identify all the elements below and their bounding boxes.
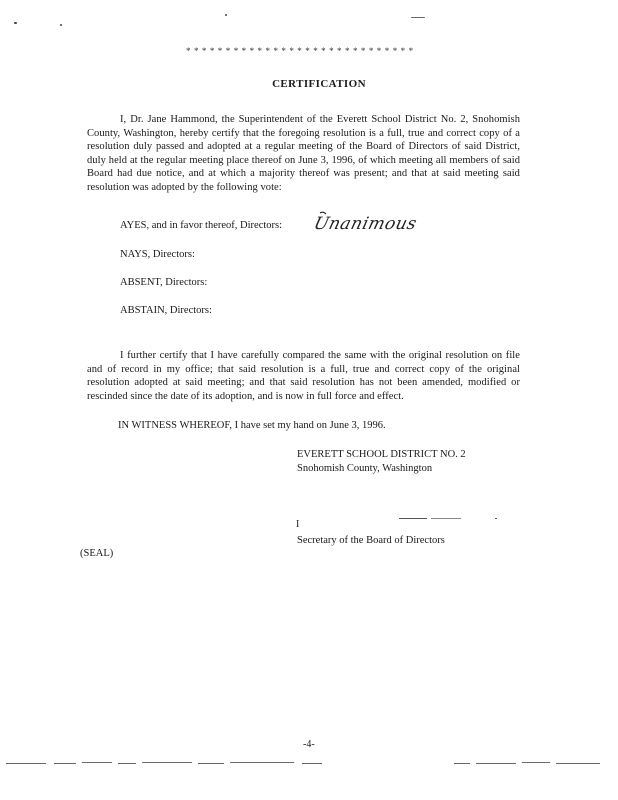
district-county: Snohomish County, Washington [297, 462, 433, 474]
scan-speck [495, 518, 497, 519]
page-number: -4- [303, 739, 315, 750]
scan-speck [14, 22, 17, 24]
scan-noise-band [6, 760, 602, 766]
vote-nays-label: NAYS, Directors: [120, 249, 195, 260]
scan-speck [60, 24, 62, 26]
svg-text:Unanimous: Unanimous [311, 214, 419, 234]
signature-line-mark [431, 518, 461, 519]
secretary-title: Secretary of the Board of Directors [297, 535, 445, 546]
handwritten-unanimous [311, 209, 419, 244]
certification-paragraph: I, Dr. Jane Hammond, the Superintendent of the Everett School District No. 2, Snohomish County, Washington, hereby certify that the foregoing resolution is a full, true and correct copy of a resolution duly passed and adopted at a regular meeting of the Board of Directors of said District, duly held at the regular meeting place thereof on June 3, 1996, of which meeting all members of said Board had due notice, and at which a majority thereof was present; and that at said meeting said resolution was adopted by the following vote: [87, 114, 520, 193]
vote-abstain-label: ABSTAIN, Directors: [120, 305, 212, 316]
signature-line-mark [399, 518, 427, 519]
star-divider: * * * * * * * * * * * * * * * * * * * * * * * * * * * * * [186, 46, 414, 56]
vote-absent-label: ABSENT, Directors: [120, 277, 208, 288]
scan-speck [411, 17, 425, 18]
district-name: EVERETT SCHOOL DISTRICT NO. 2 [297, 449, 466, 460]
witness-statement: IN WITNESS WHEREOF, I have set my hand on June 3, 1996. [118, 420, 386, 431]
vote-ayes-label: AYES, and in favor thereof, Directors: [120, 220, 283, 231]
document-title: CERTIFICATION [272, 78, 366, 90]
scan-speck [225, 14, 227, 16]
comparison-paragraph: I further certify that I have carefully compared the same with the original resolution on file and of record in my office; that said resolution is a full, true and correct copy of the original resolution adopted at said meeting; and that said resolution has not been amended, modified or rescinded since the date of its adoption, and is now in full force and effect. [87, 350, 520, 402]
signature-mark: I [296, 519, 300, 530]
seal-label: (SEAL) [80, 548, 114, 559]
district-block [297, 448, 466, 475]
